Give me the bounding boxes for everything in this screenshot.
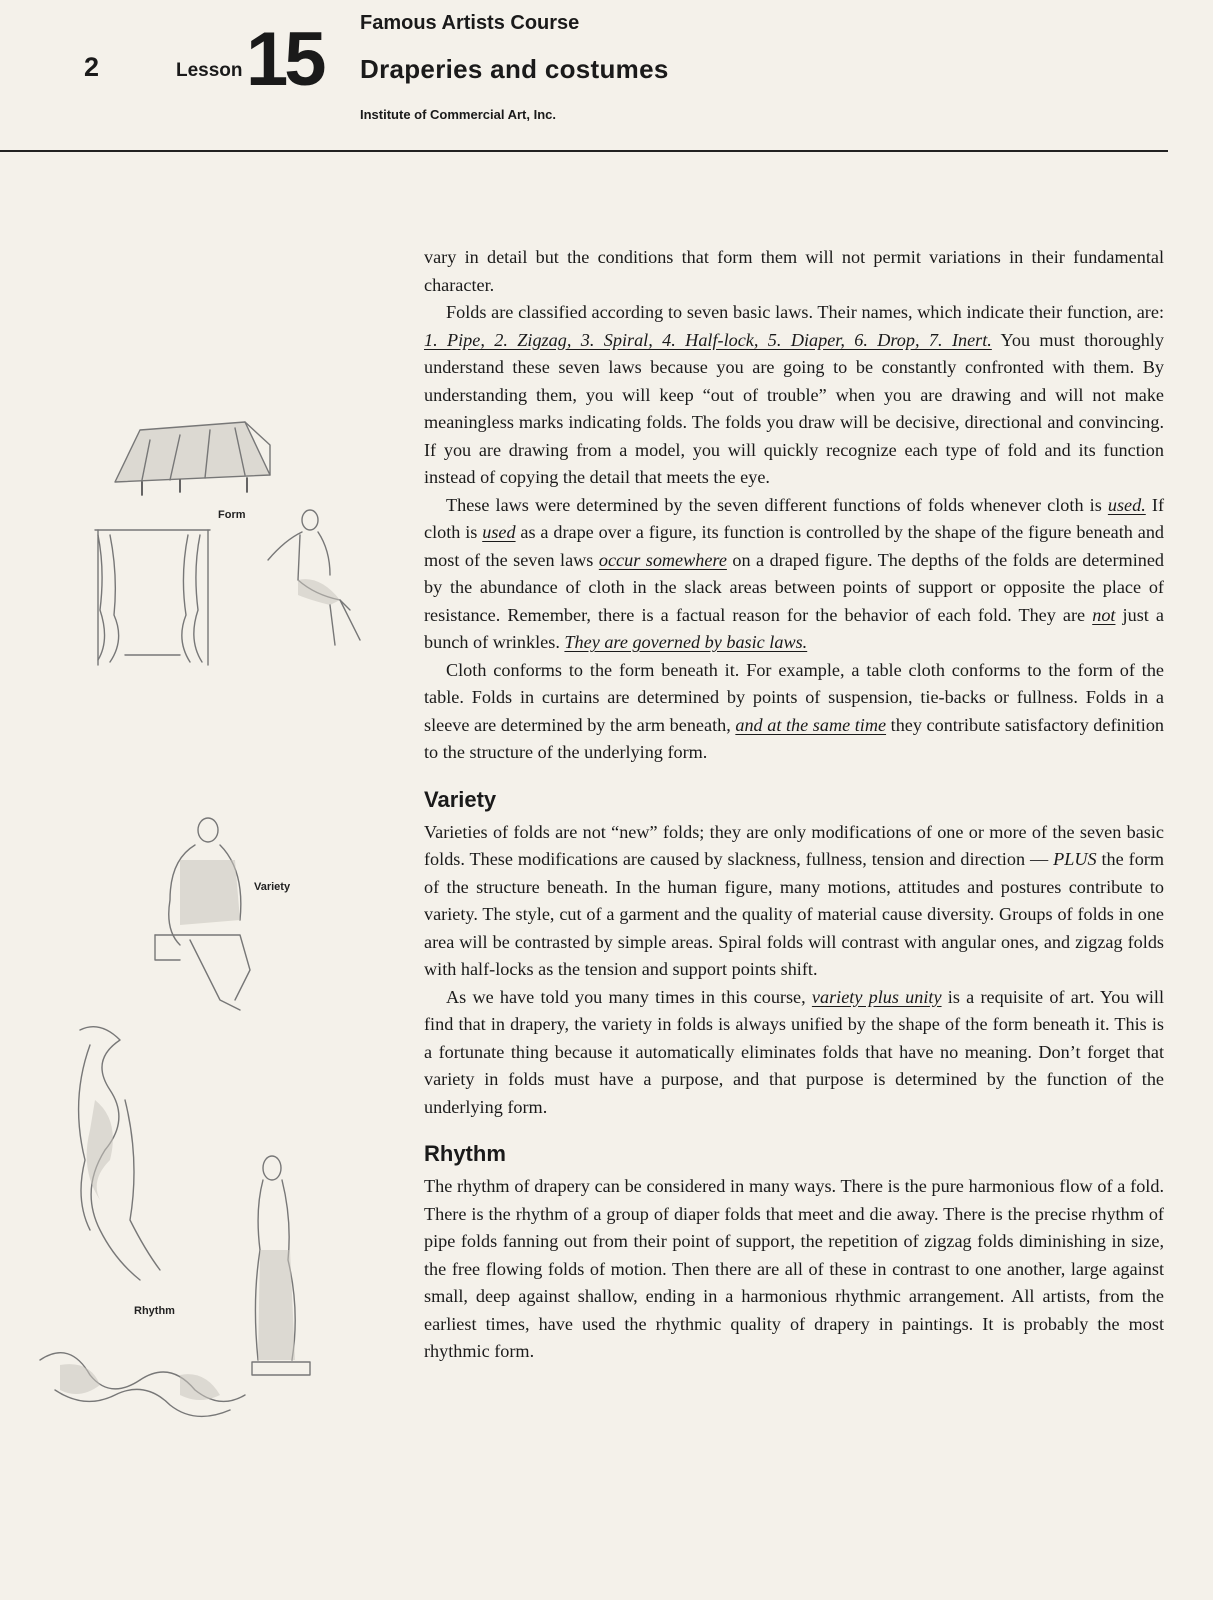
- paragraph: Varieties of folds are not “new” folds; they are only modifications of one or more of the seven basic folds. These modifications are caused by slackness, fullness, tension and direction — PLUS the form of the structure beneath. In the human figure, many motions, attitudes and postures contribute to variety. The style, cut of a garment and the quality of material cause diversity. Groups of folds in one area will be contrasted by simple areas. Spiral folds will contrast with angular ones, and zigzag folds with half-locks as the tension and support points shift.: [424, 821, 1164, 979]
- paragraph: As we have told you many times in this course, variety plus unity is a requisite of art. You will find that in drapery, the variety in folds is always unified by the shape of the form beneath it. This is a fortunate thing because it automatically eliminates folds that have no meaning. Don’t forget that variety in folds must have a purpose, and that purpose is determined by the function of the underlying form.: [424, 986, 1165, 1117]
- caption-form: Form: [218, 509, 246, 521]
- paragraph: These laws were determined by the seven different functions of folds whenever cloth is used. If cloth is used as a drape over a figure, its function is controlled by the shape of the figure beneath and most of the seven laws occur somewhere on a draped figure. The depths of the folds are determined by the abundance of cloth in the slack areas between points of support or opposite the place of resistance. Remember, there is a factual reason for the behavior of each fold. They are not just a bunch of wrinkles. They are governed by basic laws.: [424, 494, 1165, 652]
- lesson-number: 15: [246, 17, 323, 102]
- statue-sketch: [252, 1156, 310, 1375]
- seated-man-sketch: [155, 818, 250, 1010]
- lesson-label: Lesson: [176, 60, 243, 81]
- swirling-cloth-sketch: [40, 1353, 245, 1417]
- page-number: 2: [84, 52, 100, 82]
- page-title: Draperies and costumes: [360, 54, 669, 84]
- section-heading-rhythm: Rhythm: [424, 1141, 506, 1166]
- paragraph: Cloth conforms to the form beneath it. For example, a table cloth conforms to the form of the table. Folds in curtains are determined by points of suspension, tie-backs or fullness. Folds in a sleeve are determined by the arm beneath, and at the same time they contribute satisfactory definition to the structure of the underlying form.: [424, 659, 1165, 762]
- course-name: Famous Artists Course: [360, 12, 580, 34]
- header-divider: [0, 150, 1168, 152]
- drapery-illustrations: [30, 400, 410, 1460]
- institute-name: Institute of Commercial Art, Inc.: [360, 107, 556, 122]
- seated-figure-sketch: [268, 510, 360, 645]
- article-body: [424, 244, 1164, 1366]
- caption-variety: Variety: [254, 881, 291, 893]
- paragraph: The rhythm of drapery can be considered in many ways. There is the pure harmonious flow of a fold. There is the rhythm of a group of diaper folds that meet and die away. There is the precise rhythm of pipe folds fanning out from their point of support, the repetition of zigzag folds diminishing in size, the free flowing folds of motion. Then there are all of these in contrast to one another, large against small, deep against shallow, ending in a harmonious rhythmic arrangement. All artists, from the earliest times, have used the rhythmic quality of drapery in paintings. It is probably the most rhythmic form.: [424, 1176, 1164, 1361]
- fold-laws-list: 1. Pipe, 2. Zigzag, 3. Spiral, 4. Half-lock, 5. Diaper, 6. Drop, 7. Inert.: [424, 329, 992, 350]
- paragraph: Folds are classified according to seven basic laws. Their names, which indicate their function, are: 1. Pipe, 2. Zigzag, 3. Spiral, 4. Half-lock, 5. Diaper, 6. Drop, 7. Inert. You must thoroughly understand these seven laws because you are going to be constantly confronted with them. By understanding them, you will keep “out of trouble” when you are drawing and will not make meaningless marks indicating folds. The folds you draw will be decisive, directional and convincing. If you are drawing from a model, you will quickly recognize each type of fold and its function instead of copying the detail that meets the eye.: [424, 302, 1164, 487]
- caption-rhythm: Rhythm: [134, 1305, 175, 1317]
- section-heading-variety: Variety: [424, 786, 497, 812]
- tablecloth-sketch: [115, 422, 270, 495]
- paragraph: vary in detail but the conditions that form them will not permit variations in their fundamental character.: [424, 247, 1164, 295]
- curtains-sketch: [95, 530, 210, 665]
- flowing-drapery-sketch: [79, 1027, 160, 1280]
